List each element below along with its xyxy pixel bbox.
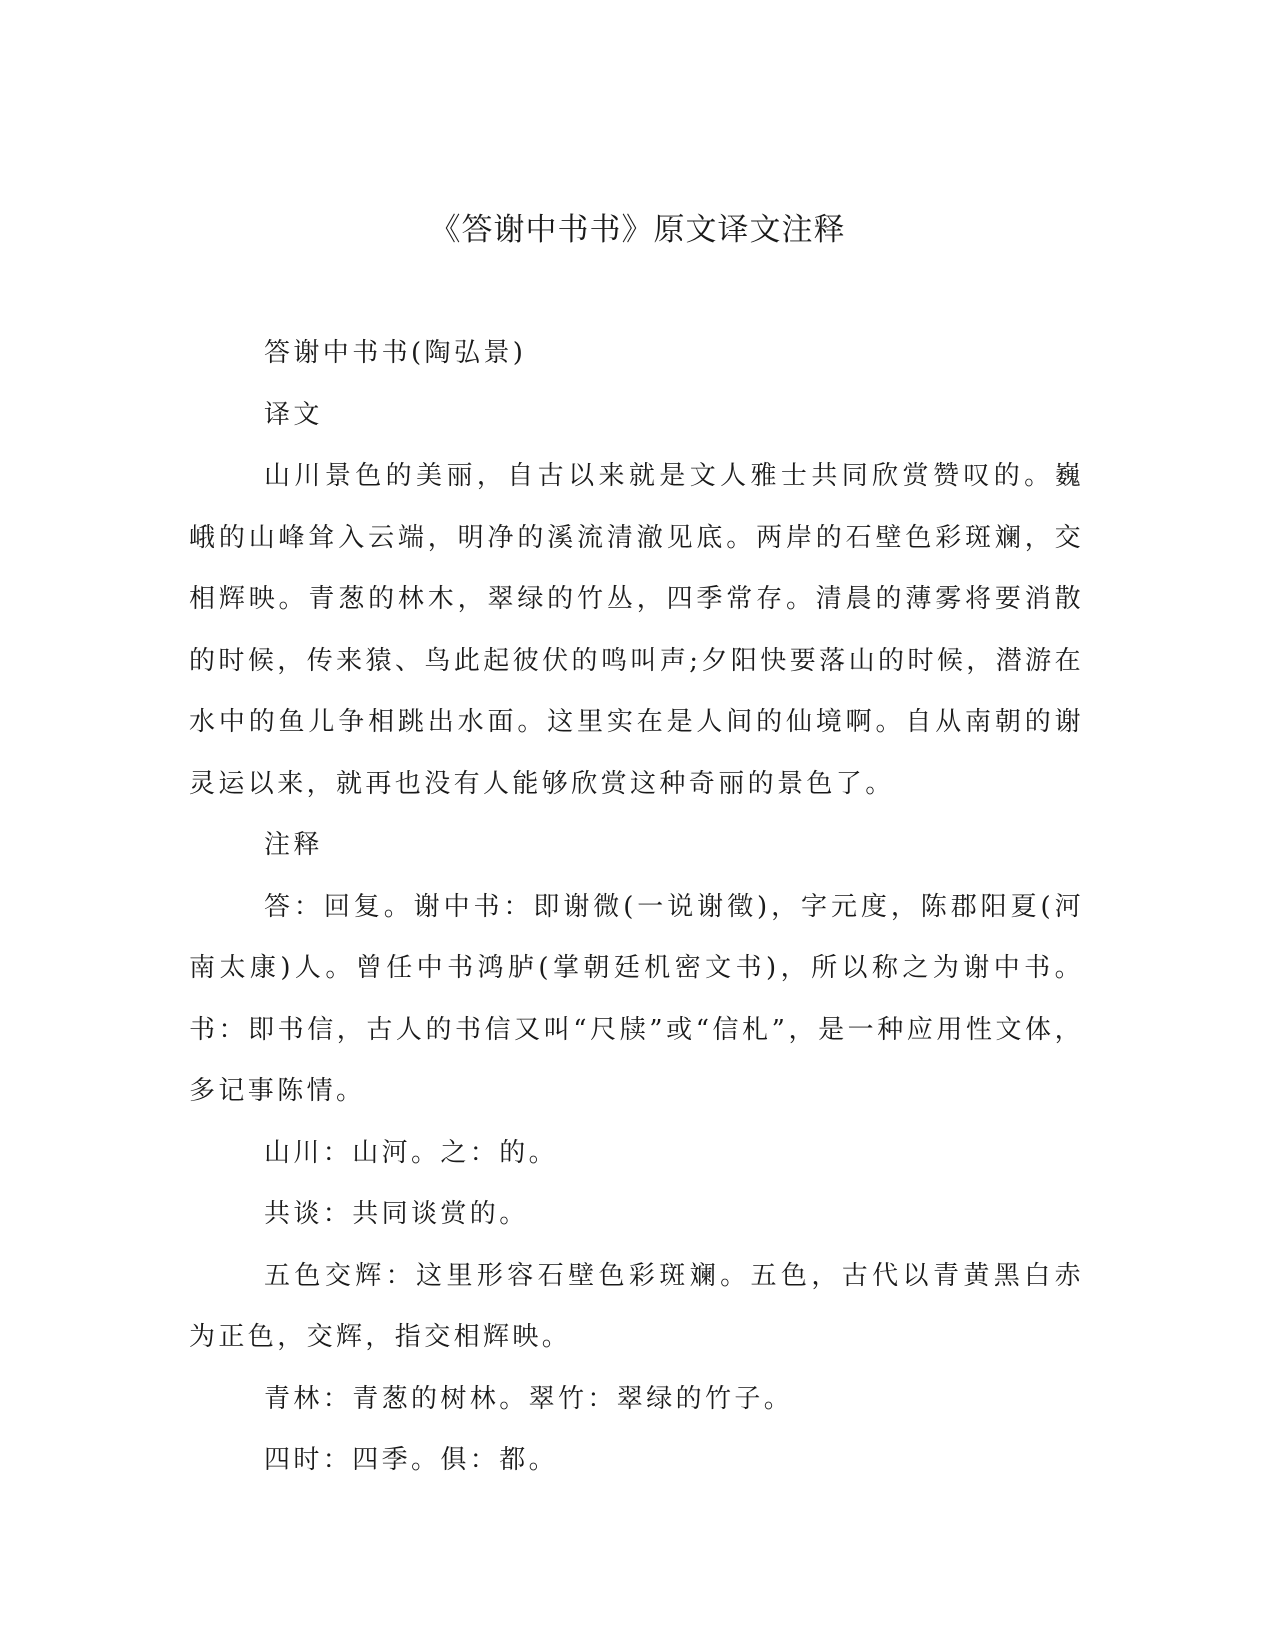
document-title: 《答谢中书书》原文译文注释 [429, 212, 846, 248]
note-paragraph: 答：回复。谢中书：即谢微(一说谢徵)，字元度，陈郡阳夏(河南太康)人。曾任中书鸿胪(掌朝廷机密文书)，所以称之为谢中书。书：即书信，古人的书信又叫“尺牍”或“信札”，是一种应用性文体，多记事陈情。 [189, 891, 1084, 1106]
section-heading-notes: 注释 [264, 830, 323, 860]
document-body [189, 323, 1084, 1492]
subtitle-line: 答谢中书书(陶弘景) [264, 338, 527, 368]
note-paragraph: 青林：青葱的树林。翠竹：翠绿的竹子。 [264, 1383, 794, 1414]
section-heading-translation: 译文 [264, 399, 323, 430]
translation-paragraph: 山川景色的美丽，自古以来就是文人雅士共同欣赏赞叹的。巍峨的山峰耸入云端，明净的溪流清澈见底。两岸的石壁色彩斑斓，交相辉映。青葱的林木，翠绿的竹丛，四季常存。清晨的薄雾将要消散的时候，传来猿、鸟此起彼伏的鸣叫声;夕阳快要落山的时候，潜游在水中的鱼儿争相跳出水面。这里实在是人间的仙境啊。自从南朝的谢灵运以来，就再也没有人能够欣赏这种奇丽的景色了。 [189, 461, 1084, 799]
note-paragraph: 共谈：共同谈赏的。 [264, 1199, 529, 1229]
note-paragraph: 五色交辉：这里形容石壁色彩斑斓。五色，古代以青黄黑白赤为正色，交辉，指交相辉映。 [189, 1260, 1084, 1352]
note-paragraph: 山川：山河。之：的。 [264, 1137, 559, 1168]
note-paragraph: 四时：四季。俱：都。 [264, 1445, 559, 1475]
